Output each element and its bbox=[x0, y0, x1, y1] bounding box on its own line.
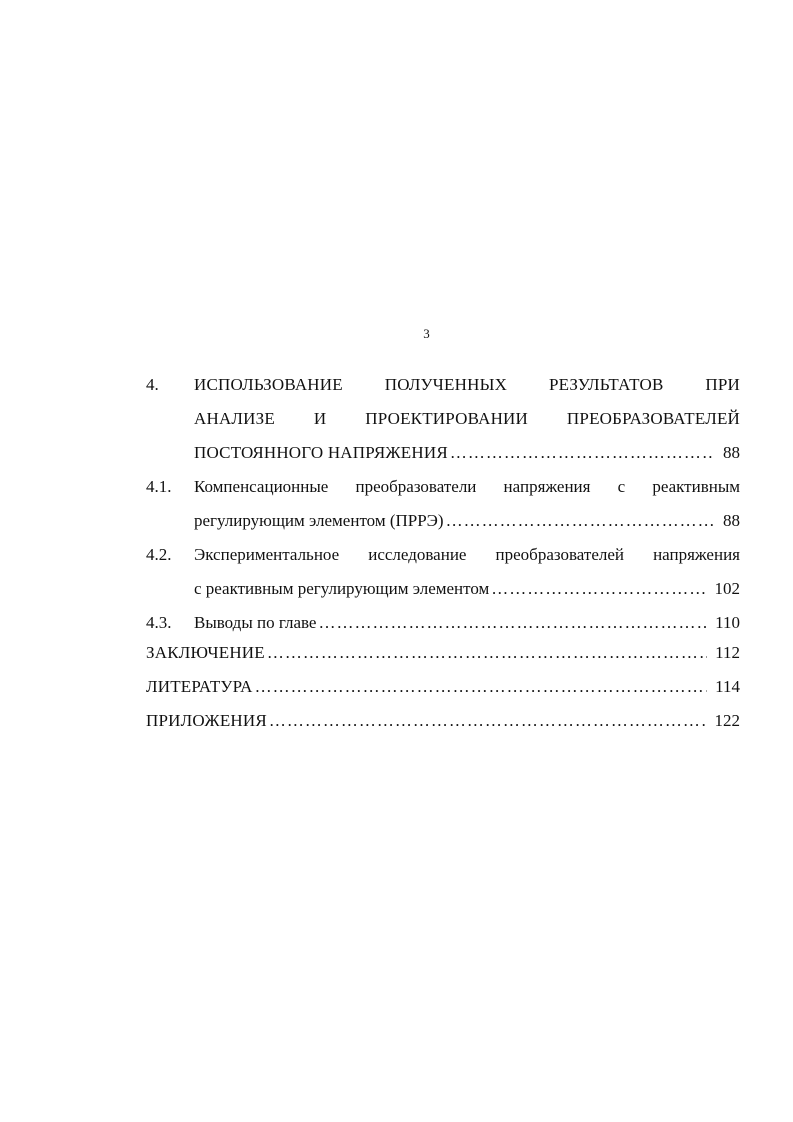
toc-entry-title: ЗАКЛЮЧЕНИЕ bbox=[146, 643, 265, 662]
toc-leader bbox=[194, 436, 740, 470]
toc-entry-title: Компенсационные преобразователи напряжения с реактивным bbox=[194, 477, 740, 496]
toc-entry-4-line-2 bbox=[146, 402, 740, 436]
toc-leader bbox=[146, 670, 740, 704]
toc-page-number: 112 bbox=[715, 643, 740, 662]
toc-entry-4-2-line-1 bbox=[146, 538, 740, 572]
toc-page-number: 88 bbox=[723, 443, 740, 462]
toc-entry-4-3 bbox=[146, 606, 740, 640]
toc-entry-title-continued: АНАЛИЗЕ И ПРОЕКТИРОВАНИИ ПРЕОБРАЗОВАТЕЛЕЙ bbox=[194, 409, 740, 428]
toc-page-number: 110 bbox=[715, 613, 740, 632]
toc-leader bbox=[146, 636, 740, 670]
toc-entry-4-2-line-2 bbox=[146, 572, 740, 606]
toc-page-number: 102 bbox=[714, 579, 740, 598]
dot-leader bbox=[255, 670, 708, 704]
toc-entry-title: Экспериментальное исследование преобразователей напряжения bbox=[194, 545, 740, 564]
toc-entry-number: 4.2. bbox=[146, 545, 172, 564]
toc-entry-conclusion bbox=[146, 636, 740, 670]
dot-leader bbox=[267, 636, 707, 670]
dot-leader bbox=[491, 572, 706, 606]
toc-entry-title-continued: с реактивным регулирующим элементом bbox=[194, 579, 490, 598]
dot-leader bbox=[318, 606, 707, 640]
toc-entry-4-line-3 bbox=[146, 436, 740, 470]
toc-entry-title: ЛИТЕРАТУРА bbox=[146, 677, 253, 696]
toc-entry-literature bbox=[146, 670, 740, 704]
toc-leader bbox=[146, 704, 740, 738]
toc-entry-title: ИСПОЛЬЗОВАНИЕ ПОЛУЧЕННЫХ РЕЗУЛЬТАТОВ ПРИ bbox=[194, 375, 740, 394]
toc-leader bbox=[194, 606, 740, 640]
toc-entry-number: 4.1. bbox=[146, 477, 172, 496]
toc-entry-4-1-line-2 bbox=[146, 504, 740, 538]
toc-entry-4-1-line-1 bbox=[146, 470, 740, 504]
toc-entry-4-line-1 bbox=[146, 368, 740, 402]
dot-leader bbox=[446, 504, 715, 538]
toc-entry-number: 4. bbox=[146, 375, 159, 394]
toc-page-number: 114 bbox=[715, 677, 740, 696]
toc-entry-number: 4.3. bbox=[146, 613, 172, 632]
dot-leader bbox=[269, 704, 707, 738]
toc-entry-title: ПРИЛОЖЕНИЯ bbox=[146, 711, 267, 730]
toc-entry-title-continued: регулирующим элементом (ПРРЭ) bbox=[194, 511, 444, 530]
toc-leader bbox=[194, 572, 740, 606]
toc-entry-title-continued: ПОСТОЯННОГО НАПРЯЖЕНИЯ bbox=[194, 443, 448, 462]
toc-entry-appendices bbox=[146, 704, 740, 738]
toc-leader bbox=[194, 504, 740, 538]
toc-page-number: 122 bbox=[714, 711, 740, 730]
dot-leader bbox=[450, 436, 715, 470]
page-number: 3 bbox=[423, 326, 430, 341]
toc-page-number: 88 bbox=[723, 511, 740, 530]
toc-entry-title: Выводы по главе bbox=[194, 613, 317, 632]
